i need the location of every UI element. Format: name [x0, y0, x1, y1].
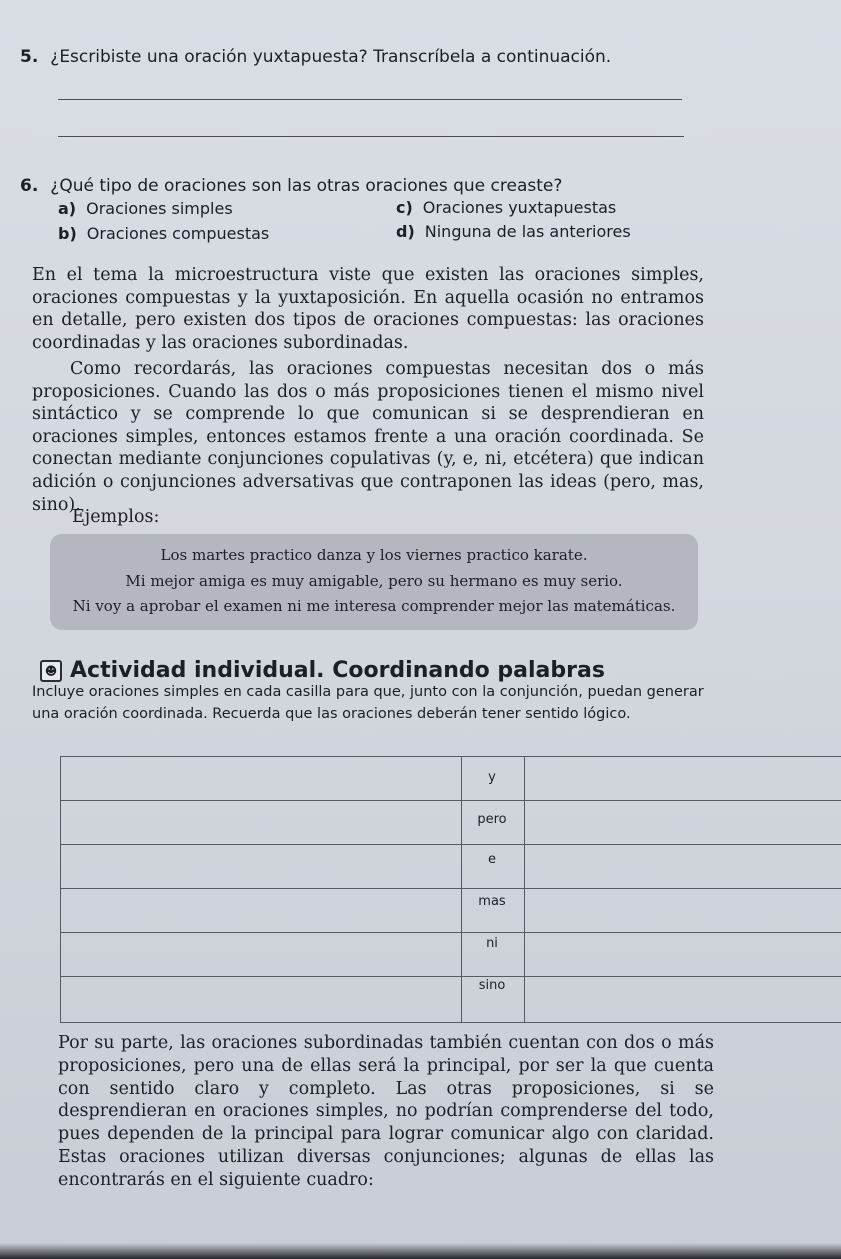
answer-line-2: [58, 136, 684, 137]
example-2: Mi mejor amiga es muy amigable, pero su hermano es muy serio.: [125, 572, 623, 590]
activity-title-text: Actividad individual. Coordinando palabras: [70, 658, 605, 683]
option-b-letter: b): [58, 224, 77, 243]
coordination-paragraph: Como recordarás, las oraciones compuestas necesitan dos o más proposiciones. Cuando las dos o más proposiciones tienen el mismo nivel sintáctico y se comprende lo que comunican si se desprendieran en oraciones simples, entonces estamos frente a una oración coordinada. Se conectan mediante conjunciones copulativas (y, e, ni, etcétera) que indican adición o conjunciones adversativas que contraponen las ideas (pero, mas, sino).: [32, 359, 704, 515]
conjunction-e: e: [488, 852, 496, 867]
conjunction-ni: ni: [486, 936, 498, 951]
table-line: [61, 756, 841, 757]
intro-paragraph: En el tema la microestructura viste que existen las oraciones simples, oraciones compuestas y la yuxtaposición. En aquella ocasión no entramos en detalle, pero existen dos tipos de oraciones compuestas: las oraciones coordinadas y las oraciones subordinadas.: [32, 265, 704, 353]
subordination-paragraph: Por su parte, las oraciones subordinadas también cuentan con dos o más proposiciones, pero una de ellas será la principal, por ser la que cuenta con sentido claro y completo. Las otras proposiciones, si se desprendieran en oraciones simples, no podrían comprenderse del todo, pues dependen de la principal para lograr comunicar algo con claridad. Estas oraciones utilizan diversas conjunciones; algunas de ellas las encontrarás en el siguiente cuadro:: [58, 1033, 714, 1190]
question-6: [20, 176, 562, 196]
conjunction-sino: sino: [478, 978, 506, 993]
table-line: [61, 932, 841, 933]
question-5: [20, 47, 611, 67]
activity-instruction-1: Incluye oraciones simples en cada casilla para que, junto con la conjunción, puedan generar: [32, 684, 704, 700]
option-a-letter: a): [58, 199, 77, 218]
option-c-letter: c): [396, 198, 413, 217]
table-line: [61, 844, 841, 845]
table-line: [61, 976, 841, 977]
option-c-label: Oraciones yuxtapuestas: [422, 198, 617, 217]
option-a-label: Oraciones simples: [86, 199, 233, 218]
page-edge-shadow: [0, 1243, 841, 1259]
question-6-text: ¿Qué tipo de oraciones son las otras oraciones que creaste?: [50, 176, 563, 196]
option-c: [396, 198, 616, 217]
option-b-label: Oraciones compuestas: [86, 224, 270, 243]
question-5-number: 5.: [20, 47, 39, 67]
individual-activity-icon: ☻: [40, 660, 62, 682]
table-line: [61, 800, 841, 801]
conjunction-y: y: [488, 770, 496, 785]
examples-box: [50, 534, 698, 630]
conjunction-pero: pero: [477, 812, 507, 827]
option-b: [58, 224, 269, 243]
option-d-letter: d): [396, 222, 415, 241]
example-1: Los martes practico danza y los viernes practico karate.: [160, 546, 588, 564]
example-3: Ni voy a aprobar el examen ni me interesa comprender mejor las matemáticas.: [72, 597, 676, 615]
answer-line-1: [58, 99, 682, 100]
activity-instruction-2: una oración coordinada. Recuerda que las oraciones deberán tener sentido lógico.: [32, 706, 631, 722]
question-5-text: ¿Escribiste una oración yuxtapuesta? Transcríbela a continuación.: [50, 47, 612, 67]
table-line: [61, 888, 841, 889]
activity-title: [40, 658, 605, 683]
examples-label: Ejemplos:: [72, 507, 160, 527]
conjunction-table: [60, 756, 841, 1023]
question-6-number: 6.: [20, 176, 39, 196]
option-d: [396, 222, 631, 241]
option-a: [58, 199, 233, 218]
option-d-label: Ninguna de las anteriores: [424, 222, 631, 241]
conjunction-mas: mas: [478, 894, 506, 909]
